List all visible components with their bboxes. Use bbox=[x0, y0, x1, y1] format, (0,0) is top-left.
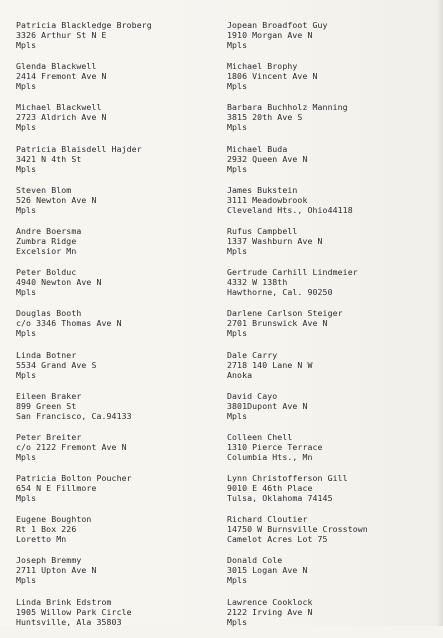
directory-columns bbox=[16, 20, 429, 638]
entry-name: Rufus Campbell bbox=[227, 225, 298, 236]
entry-address: 1337 Washburn Ave N bbox=[227, 235, 323, 246]
entry-address: Rt 1 Box 226 bbox=[16, 524, 77, 535]
entry-city: Mpls bbox=[16, 81, 37, 92]
directory-entry bbox=[16, 514, 227, 555]
entry-address: 3111 Meadowbrook bbox=[227, 194, 308, 205]
entry-city: Mpls bbox=[16, 122, 37, 133]
entry-name: Richard Cloutier bbox=[227, 514, 308, 525]
entry-city: Mpls bbox=[227, 40, 248, 50]
entry-address: 2932 Queen Ave N bbox=[227, 153, 308, 164]
entry-address: 14750 W Burnsville Crosstown bbox=[227, 524, 368, 535]
entry-name: Donald Cole bbox=[227, 555, 283, 566]
entry-name: Linda Botner bbox=[16, 349, 77, 360]
directory-entry bbox=[16, 350, 227, 391]
entry-name: David Cayo bbox=[227, 390, 278, 401]
entry-city: Hawthorne, Cal. 90250 bbox=[227, 287, 333, 298]
directory-entry bbox=[16, 20, 227, 61]
entry-address: 3015 Logan Ave N bbox=[227, 565, 308, 576]
entry-name: Michael Buda bbox=[227, 143, 288, 154]
entry-address: 4940 Newton Ave N bbox=[16, 277, 102, 288]
directory-entry bbox=[227, 267, 427, 308]
entry-name: Patricia Bolton Poucher bbox=[16, 473, 132, 484]
entry-address: 899 Green St bbox=[16, 400, 77, 411]
entry-name: Eileen Braker bbox=[16, 390, 82, 401]
entry-name: James Bukstein bbox=[227, 184, 298, 195]
entry-name: Colleen Chell bbox=[227, 431, 293, 442]
directory-entry bbox=[16, 597, 227, 638]
entry-address: 2711 Upton Ave N bbox=[16, 565, 97, 576]
left-column bbox=[16, 20, 227, 638]
directory-entry bbox=[227, 597, 427, 638]
directory-entry bbox=[16, 226, 227, 267]
entry-address: c/o 3346 Thomas Ave N bbox=[16, 318, 122, 329]
entry-address: 3815 20th Ave S bbox=[227, 112, 303, 123]
entry-name: Lawrence Cooklock bbox=[227, 596, 313, 607]
entry-city: Anoka bbox=[227, 369, 253, 380]
entry-address: 3421 N 4th St bbox=[16, 153, 82, 164]
directory-entry bbox=[16, 102, 227, 143]
entry-name: Patricia Blackledge Broberg bbox=[16, 20, 152, 30]
entry-name: Gertrude Carhill Lindmeier bbox=[227, 267, 358, 278]
entry-name: Joseph Bremmy bbox=[16, 555, 82, 566]
entry-address: 4332 W 138th bbox=[227, 277, 288, 288]
entry-name: Patricia Blaisdell Hajder bbox=[16, 143, 142, 154]
entry-name: Eugene Boughton bbox=[16, 514, 92, 525]
directory-entry bbox=[16, 61, 227, 102]
directory-entry bbox=[227, 102, 427, 143]
entry-city: Mpls bbox=[16, 40, 37, 50]
entry-address: 526 Newton Ave N bbox=[16, 194, 97, 205]
directory-entry bbox=[227, 391, 427, 432]
entry-name: Barbara Buchholz Manning bbox=[227, 102, 348, 113]
directory-entry bbox=[227, 20, 427, 61]
directory-entry bbox=[16, 185, 227, 226]
entry-city: San Francisco, Ca.94133 bbox=[16, 410, 132, 421]
entry-name: Douglas Booth bbox=[16, 308, 82, 319]
entry-name: Dale Carry bbox=[227, 349, 278, 360]
entry-city: Mpls bbox=[227, 328, 248, 339]
directory-entry bbox=[227, 226, 427, 267]
directory-entry bbox=[16, 267, 227, 308]
directory-entry bbox=[16, 555, 227, 596]
page-edge-shadow bbox=[437, 0, 443, 626]
entry-name: Peter Bolduc bbox=[16, 267, 77, 278]
directory-entry bbox=[16, 432, 227, 473]
entry-name: Linda Brink Edstrom bbox=[16, 596, 112, 607]
entry-name: Darlene Carlson Steiger bbox=[227, 308, 343, 319]
entry-city: Mpls bbox=[227, 81, 248, 92]
entry-city: Excelsior Mn bbox=[16, 245, 77, 256]
entry-city: Mpls bbox=[16, 204, 37, 215]
entry-address: 1905 Willow Park Circle bbox=[16, 606, 132, 617]
entry-name: Peter Breiter bbox=[16, 431, 82, 442]
entry-city: Mpls bbox=[227, 616, 248, 627]
entry-name: Lynn Christofferson Gill bbox=[227, 473, 348, 484]
entry-address: c/o 2122 Fremont Ave N bbox=[16, 441, 127, 452]
directory-entry bbox=[16, 144, 227, 185]
entry-address: 2718 140 Lane N W bbox=[227, 359, 313, 370]
entry-city: Mpls bbox=[227, 410, 248, 421]
directory-entry bbox=[227, 473, 427, 514]
entry-address: 2701 Brunswick Ave N bbox=[227, 318, 328, 329]
directory-entry bbox=[227, 555, 427, 596]
entry-city: Camelot Acres Lot 75 bbox=[227, 534, 328, 545]
entry-city: Huntsville, Ala 35803 bbox=[16, 616, 122, 627]
entry-city: Mpls bbox=[16, 575, 37, 586]
entry-address: 5534 Grand Ave S bbox=[16, 359, 97, 370]
entry-city: Mpls bbox=[16, 369, 37, 380]
entry-city: Cleveland Hts., Ohio44118 bbox=[227, 204, 353, 215]
entry-city: Mpls bbox=[16, 287, 37, 298]
entry-name: Andre Boersma bbox=[16, 225, 82, 236]
entry-address: 1910 Morgan Ave N bbox=[227, 30, 313, 40]
entry-city: Mpls bbox=[16, 163, 37, 174]
directory-entry bbox=[227, 144, 427, 185]
entry-name: Steven Blom bbox=[16, 184, 72, 195]
entry-address: 3801Dupont Ave N bbox=[227, 400, 308, 411]
right-column bbox=[227, 20, 427, 638]
directory-entry bbox=[227, 308, 427, 349]
directory-entry bbox=[227, 514, 427, 555]
entry-city: Mpls bbox=[16, 493, 37, 504]
directory-entry bbox=[227, 350, 427, 391]
entry-city: Columbia Hts., Mn bbox=[227, 451, 313, 462]
entry-name: Michael Blackwell bbox=[16, 102, 102, 113]
entry-city: Mpls bbox=[227, 245, 248, 256]
entry-address: 2723 Aldrich Ave N bbox=[16, 112, 107, 123]
entry-city: Mpls bbox=[16, 451, 37, 462]
entry-address: Zumbra Ridge bbox=[16, 235, 77, 246]
directory-entry bbox=[227, 432, 427, 473]
directory-entry bbox=[16, 308, 227, 349]
entry-address: 9010 E 46th Place bbox=[227, 483, 313, 494]
directory-entry bbox=[16, 391, 227, 432]
entry-address: 1806 Vincent Ave N bbox=[227, 71, 318, 82]
entry-address: 3326 Arthur St N E bbox=[16, 30, 107, 40]
entry-address: 1310 Pierce Terrace bbox=[227, 441, 323, 452]
entry-city: Mpls bbox=[227, 163, 248, 174]
entry-city: Loretto Mn bbox=[16, 534, 67, 545]
entry-name: Michael Brophy bbox=[227, 61, 298, 72]
entry-city: Tulsa, Oklahoma 74145 bbox=[227, 493, 333, 504]
entry-address: 654 N E Fillmore bbox=[16, 483, 97, 494]
entry-address: 2414 Fremont Ave N bbox=[16, 71, 107, 82]
entry-city: Mpls bbox=[227, 122, 248, 133]
entry-name: Jopean Broadfoot Guy bbox=[227, 20, 328, 30]
entry-city: Mpls bbox=[16, 328, 37, 339]
directory-entry bbox=[227, 185, 427, 226]
entry-name: Glenda Blackwell bbox=[16, 61, 97, 72]
entry-address: 2122 Irving Ave N bbox=[227, 606, 313, 617]
entry-city: Mpls bbox=[227, 575, 248, 586]
directory-entry bbox=[227, 61, 427, 102]
directory-entry bbox=[16, 473, 227, 514]
